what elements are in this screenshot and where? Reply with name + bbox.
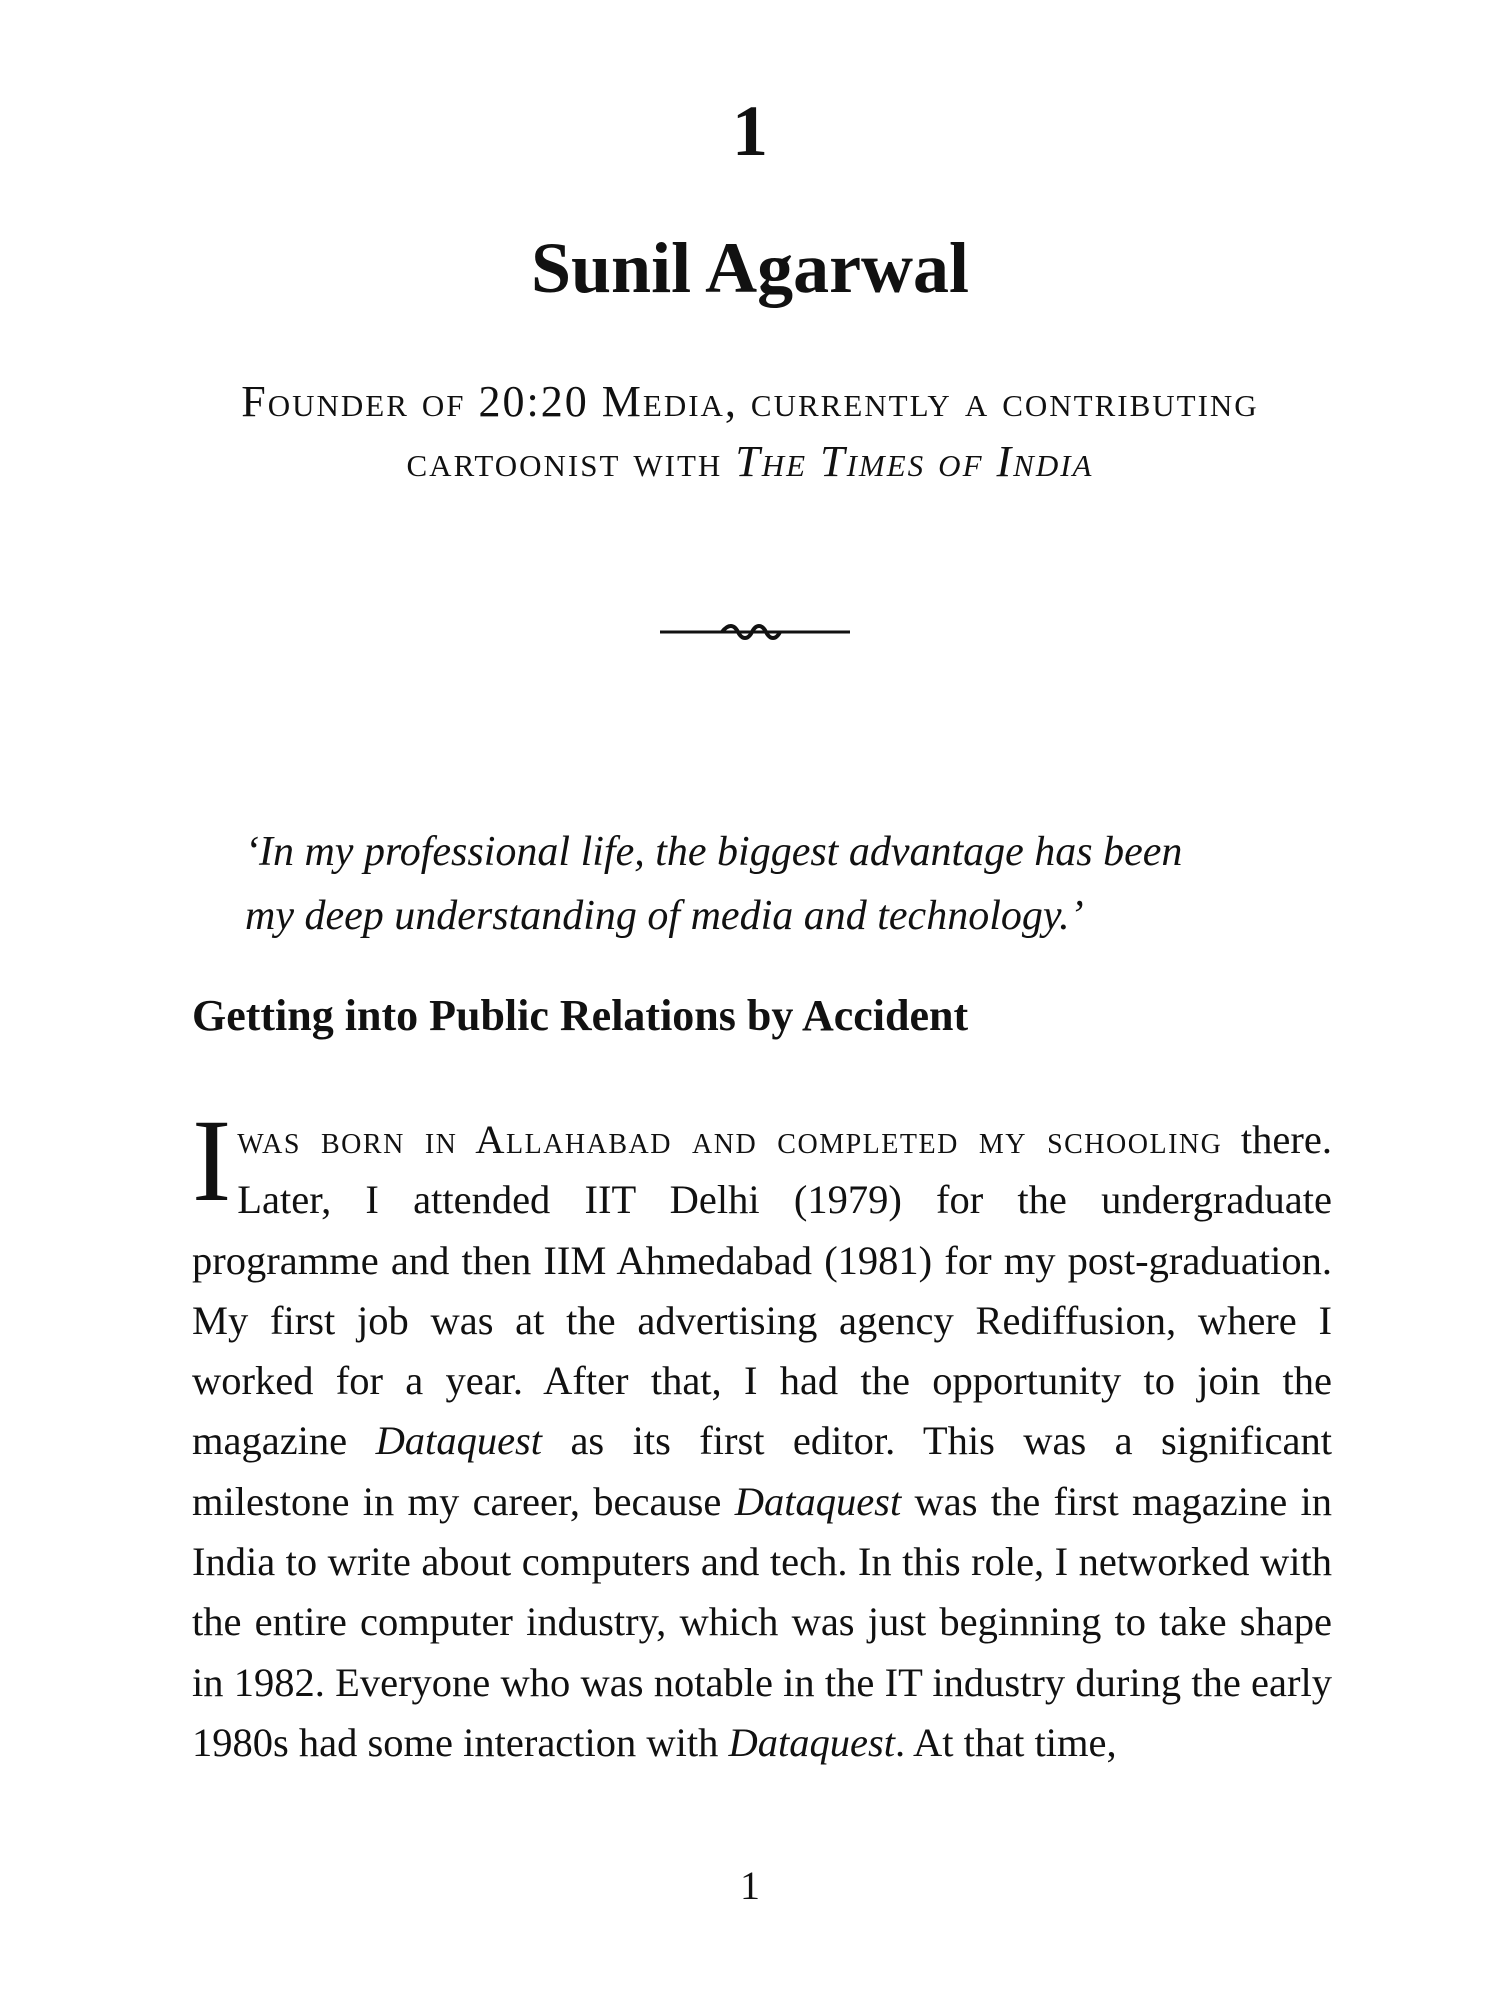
chapter-title-author: Sunil Agarwal xyxy=(530,228,970,308)
epigraph-line: my deep understanding of media and technology.’ xyxy=(245,893,1084,939)
subtitle-text: Founder of 20:20 Media, currently a contributing cartoonist with xyxy=(241,377,1259,486)
chapter-subtitle xyxy=(185,372,1315,492)
page-number: 1 xyxy=(740,1863,760,1908)
epigraph-line: ‘In my professional life, the biggest advantage has been xyxy=(245,829,1183,875)
body-text-segment: as its first editor. This was a significant milestone in my career, because xyxy=(192,1418,1332,1524)
body-text-segment: . At that time, xyxy=(895,1719,1117,1765)
epigraph-quote xyxy=(245,820,1295,948)
subtitle-publication: The Times of India xyxy=(735,437,1094,486)
magazine-title: Dataquest xyxy=(375,1418,543,1464)
body-paragraph xyxy=(192,1095,1332,1773)
magazine-title: Dataquest xyxy=(734,1478,902,1524)
chapter-number: 1 xyxy=(732,91,768,171)
section-heading: Getting into Public Relations by Accident xyxy=(192,991,969,1040)
body-text-segment: was the first magazine in India to write about computers and tech. In this role, I networked with the entire computer industry, which was just beginning to take shape in 1982. Everyone who was notable in the IT industry during the early 1980s had some interaction with xyxy=(192,1478,1332,1765)
drop-cap: I xyxy=(192,1095,232,1226)
body-text-segment: there. Later, I attended IIT Delhi (1979) for the undergraduate programme and then IIM Ahmedabad (1981) for my post-graduation. My first job was at the advertising agency Rediffusion, where I worked for a year. After that, I had the opportunity to join the magazine xyxy=(192,1117,1332,1464)
magazine-title: Dataquest xyxy=(728,1719,896,1765)
lead-in-small-caps: was born in Allahabad and completed my schooling xyxy=(237,1117,1223,1162)
ornamental-divider-icon xyxy=(660,620,850,644)
